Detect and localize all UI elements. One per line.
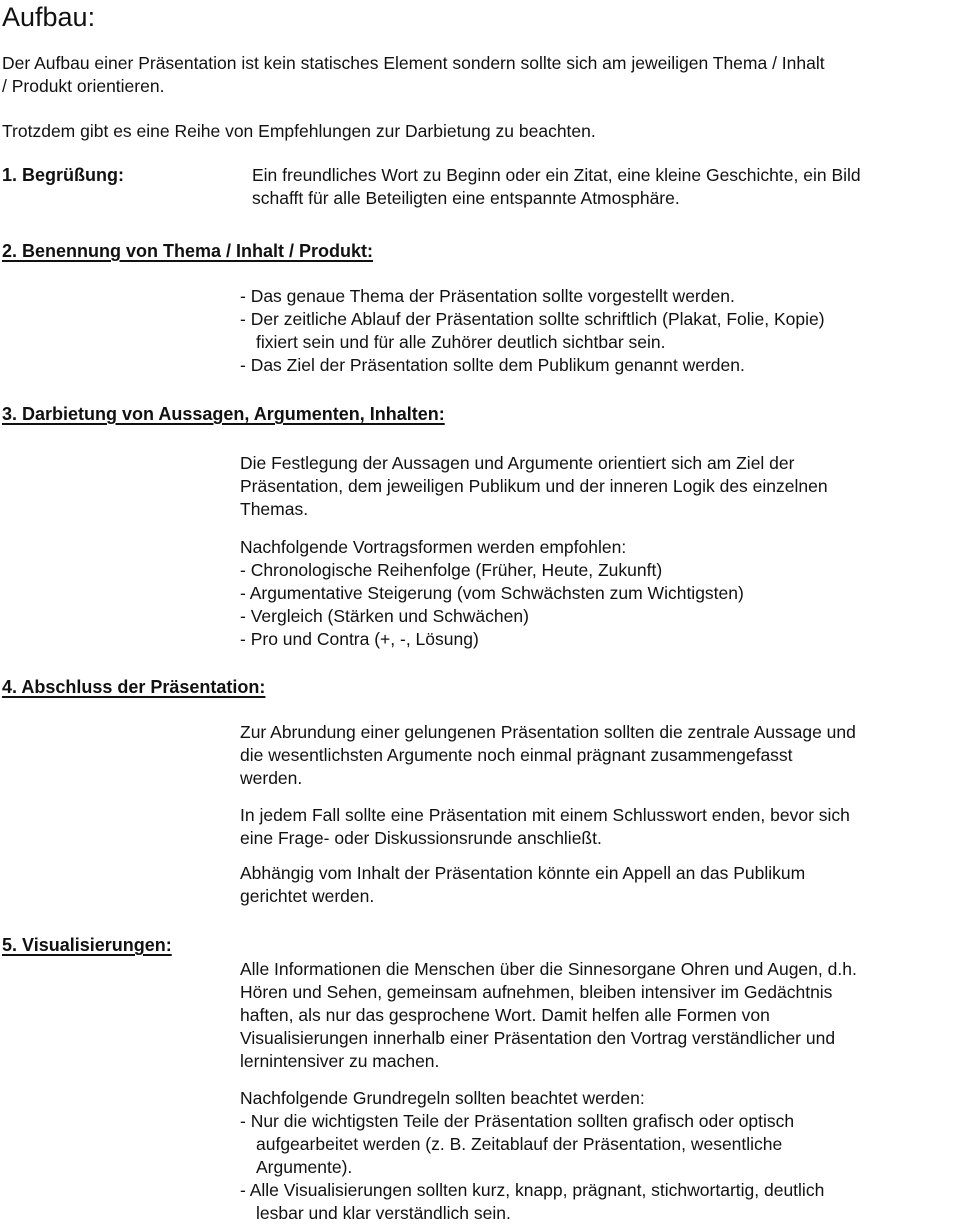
list-item: - Vergleich (Stärken und Schwächen)	[240, 606, 529, 626]
text-line: Hören und Sehen, gemeinsam aufnehmen, bleiben intensiver im Gedächtnis	[240, 982, 833, 1002]
intro-line: Der Aufbau einer Präsentation ist kein statisches Element sondern sollte sich am jeweiligen Thema / Inhalt	[2, 53, 825, 73]
text-line: eine Frage- oder Diskussionsrunde anschließt.	[240, 828, 602, 848]
list-item: - Das genaue Thema der Präsentation sollte vorgestellt werden.	[240, 286, 735, 306]
intro-note: Trotzdem gibt es eine Reihe von Empfehlungen zur Darbietung zu beachten.	[2, 121, 596, 141]
text-line: Nachfolgende Grundregeln sollten beachtet werden:	[240, 1088, 645, 1108]
section-heading-begruessung: 1. Begrüßung:	[2, 165, 124, 185]
text-line: Nachfolgende Vortragsformen werden empfohlen:	[240, 537, 627, 557]
list-item-continuation: aufgearbeitet werden (z. B. Zeitablauf der Präsentation, wesentliche	[256, 1134, 783, 1154]
intro-line: / Produkt orientieren.	[2, 76, 165, 96]
text-line: haften, als nur das gesprochene Wort. Damit helfen alle Formen von	[240, 1005, 770, 1025]
section-heading-abschluss: 4. Abschluss der Präsentation:	[2, 677, 266, 697]
list-item-continuation: fixiert sein und für alle Zuhörer deutlich sichtbar sein.	[256, 332, 666, 352]
section-heading-benennung: 2. Benennung von Thema / Inhalt / Produkt:	[2, 241, 374, 261]
section-text-abschluss-2	[240, 804, 850, 850]
intro-paragraph	[2, 52, 825, 98]
text-line: Themas.	[240, 499, 309, 519]
text-line: Zur Abrundung einer gelungenen Präsentation sollten die zentrale Aussage und	[240, 722, 856, 742]
section-text-visualisierungen-2	[240, 1087, 824, 1225]
section-text-darbietung-1	[240, 452, 828, 521]
section-text-abschluss-3	[240, 862, 805, 908]
text-line: Alle Informationen die Menschen über die Sinnesorgane Ohren und Augen, d.h.	[240, 959, 857, 979]
list-item: - Chronologische Reihenfolge (Früher, Heute, Zukunft)	[240, 560, 663, 580]
list-item: - Alle Visualisierungen sollten kurz, knapp, prägnant, stichwortartig, deutlich	[240, 1180, 825, 1200]
page-title: Aufbau:	[2, 2, 96, 32]
text-line: Präsentation, dem jeweiligen Publikum und der inneren Logik des einzelnen	[240, 476, 828, 496]
list-item-continuation: lesbar und klar verständlich sein.	[256, 1203, 511, 1223]
text-line: Abhängig vom Inhalt der Präsentation könnte ein Appell an das Publikum	[240, 863, 806, 883]
text-line: die wesentlichsten Argumente noch einmal prägnant zusammengefasst	[240, 745, 793, 765]
text-line: schafft für alle Beteiligten eine entspannte Atmosphäre.	[252, 188, 680, 208]
text-line: In jedem Fall sollte eine Präsentation mit einem Schlusswort enden, bevor sich	[240, 805, 850, 825]
list-item: - Argumentative Steigerung (vom Schwächsten zum Wichtigsten)	[240, 583, 744, 603]
section-heading-darbietung: 3. Darbietung von Aussagen, Argumenten, Inhalten:	[2, 404, 445, 424]
list-item: - Der zeitliche Ablauf der Präsentation sollte schriftlich (Plakat, Folie, Kopie)	[240, 309, 825, 329]
list-item-continuation: Argumente).	[256, 1157, 353, 1177]
text-line: lernintensiver zu machen.	[240, 1051, 440, 1071]
section-heading-visualisierungen: 5. Visualisierungen:	[2, 935, 172, 955]
text-line: Die Festlegung der Aussagen und Argumente orientiert sich am Ziel der	[240, 453, 795, 473]
list-item: - Das Ziel der Präsentation sollte dem Publikum genannt werden.	[240, 355, 745, 375]
text-line: Ein freundliches Wort zu Beginn oder ein Zitat, eine kleine Geschichte, ein Bild	[252, 165, 861, 185]
list-item: - Pro und Contra (+, -, Lösung)	[240, 629, 479, 649]
text-line: gerichtet werden.	[240, 886, 375, 906]
text-line: Visualisierungen innerhalb einer Präsentation den Vortrag verständlicher und	[240, 1028, 836, 1048]
section-text-abschluss-1	[240, 721, 856, 790]
list-item: - Nur die wichtigsten Teile der Präsentation sollten grafisch oder optisch	[240, 1111, 795, 1131]
section-text-benennung	[240, 285, 825, 377]
section-text-begruessung	[252, 164, 861, 210]
section-text-visualisierungen-1	[240, 958, 857, 1073]
section-text-darbietung-2	[240, 536, 744, 651]
text-line: werden.	[240, 768, 303, 788]
